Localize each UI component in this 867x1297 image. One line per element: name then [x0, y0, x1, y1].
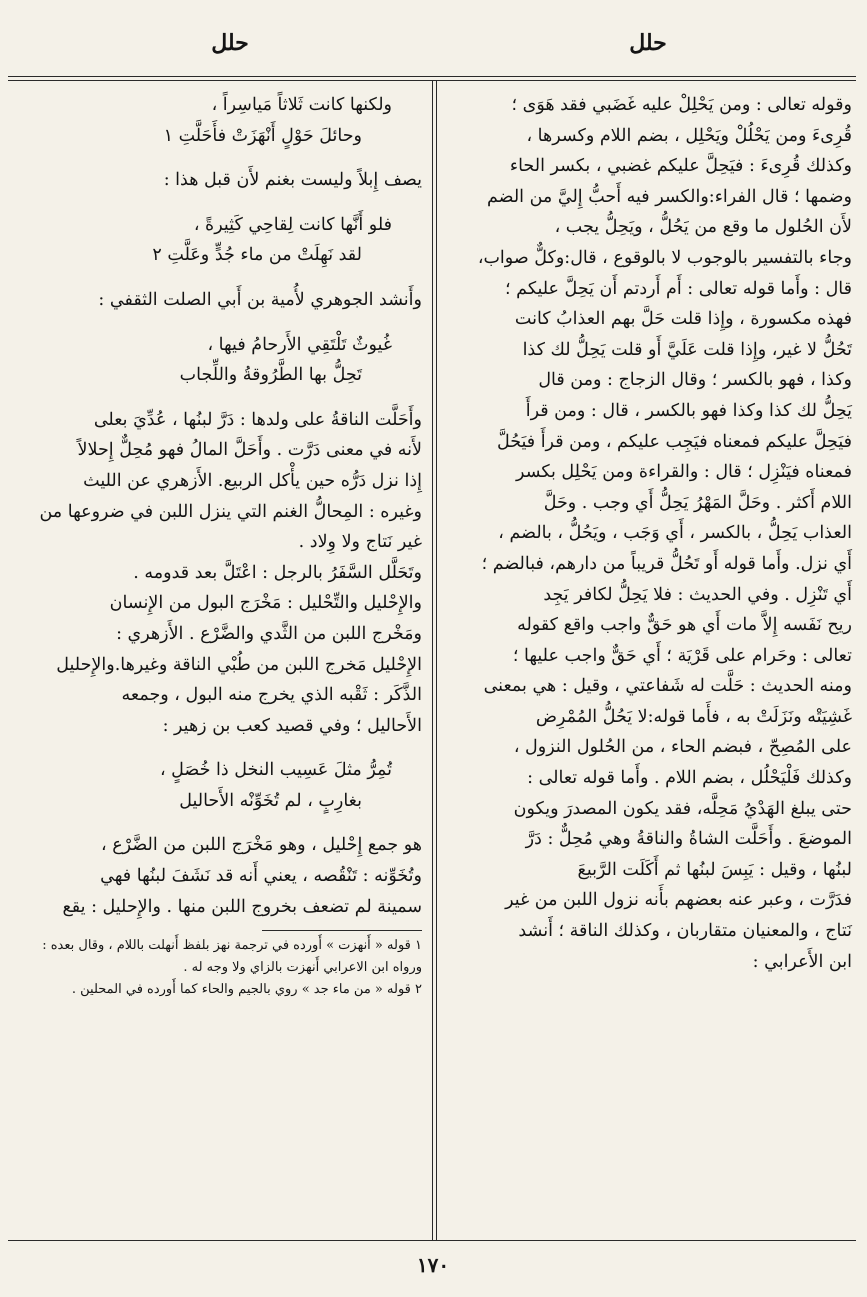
verse-line: بغارِبٍ ، لم تُخَوِّنْه الأَحاليل: [179, 790, 362, 811]
left-column: [24, 90, 422, 1001]
footer-rule: [8, 1240, 856, 1241]
text-line: إِذا نزل دَرُّه حين يأْكل الربيع. الأَزهري عن الليث: [83, 470, 422, 491]
text-line: سمينة لم تضعف بخروج اللبن منها . والإِحليل : يقع: [62, 896, 422, 917]
text-line: ومنه الحديث : حَلَّت له شَفاعتي ، وقيل : هي بمعنى: [483, 676, 852, 697]
text-line: على المُصِحّ ، فبضم الحاء ، من الحُلول النزول ،: [513, 737, 852, 758]
footnote-2: ٢ قوله « من ماء جد » روي بالجيم والحاء كما أَورده في المحلين .: [71, 982, 422, 998]
text-line: وغيره : المِحالُّ الغنم التي ينزل اللبن في ضروعها من: [39, 501, 422, 522]
text-line: وكذلك فَلْيَحْلُل ، بضم اللام . وأَما قوله تعالى :: [527, 768, 852, 789]
text-line: وكذا ، فهو بالكسر ؛ وقال الزجاج : ومن قال: [538, 370, 852, 391]
header-rule: [8, 76, 856, 77]
text-line: الموضعَ . وأَحَلَّت الشاةُ والناقةُ وهي مُحِلٌّ : دَرَّ: [525, 829, 852, 850]
text-line: الإِحْليل مَخرج اللبن من طُبْي الناقة وغيرها.والإِحليل: [56, 654, 422, 675]
text-line: ومَخْرج اللبن من الثَّدي والضَّرْع . الأَزهري :: [116, 623, 422, 644]
text-line: حتى يبلغ الهَدْيُ مَحِلَّه، فقد يكون المصدرَ ويكون: [513, 798, 852, 819]
text-line: لأَنه في معنى دَرَّت . وأَحَلَّ المالُ فهو مُحِلٌّ إِحلالاً: [77, 440, 422, 461]
text-line: فهذه مكسورة ، وإِذا قلت حَلَّ بهم العذابُ كانت: [514, 309, 852, 330]
verse-line: لقد نَهِلَتْ من ماء جُدٍّ وعَلَّتِ ٢: [152, 245, 362, 266]
text-line: فمعناه فيَنْزِل ؛ قال : والقراءة ومن يَحْلِل بكسر: [516, 462, 852, 483]
text-line: والإِحْليل والتِّحْليل : مَخْرَج البول من الإِنسان: [109, 593, 422, 614]
text-line: نَتاج ، والمعنيان متقاربان ، وكذلك الناقة ؛ أَنشد: [518, 921, 852, 942]
text-line: يصف إِبلاً وليست بغنم لأَن قبل هذا :: [163, 170, 422, 191]
text-line: لأَن الحُلول ما وقع من يَحُلُّ ، ويَحِلُّ يجب ،: [554, 217, 852, 238]
footnote-rule: [262, 930, 422, 931]
text-line: فيَحِلَّ عليكم فمعناه فيَجِب عليكم ، ومن قرأَ فيَحُلَّ: [496, 431, 852, 452]
text-line: العذاب يَحِلُّ ، بالكسر ، أَي وَجَب ، ويَحُلُّ ، بالضم ،: [498, 523, 852, 544]
text-line: وجاء بالتفسير بالوجوب لا بالوقوع ، قال:وكلٌّ صواب،: [477, 247, 852, 268]
text-line: وتُخَوِّنه : تَنْقُصه ، يعني أَنه قد نَشَفَ لبنُها فهي: [100, 866, 422, 887]
text-line: الذَّكَر : ثَقْبه الذي يخرج منه البول ، وجمعه: [121, 685, 422, 706]
text-line: وأَحَلَّت الناقةُ على ولدها : دَرَّ لبنُها ، عُدِّيَ بعلى: [93, 409, 422, 430]
text-line: أَي نزل. وأَما قوله أَو تَحُلُّ قريباً من دارهم، فبالضم ؛: [481, 553, 852, 574]
text-line: قال : وأَما قوله تعالى : أَم أَردتم أَن يَحِلَّ عليكم ؛: [505, 278, 852, 299]
text-line: فدَرَّت ، وعبر عنه بعضهم بأَنه نزول اللبن من غير: [505, 890, 852, 911]
running-header-left: حلل: [211, 30, 249, 56]
page-number: ١٧٠: [416, 1253, 450, 1277]
verse-line: وحائلَ حَوْلٍ أَنْهَزَتْ فأَحَلَّتِ ١: [163, 125, 362, 146]
text-line: لبنُها ، وقيل : يَبِسَ لبنُها ثم أَكَلَت الرَّبيعَ: [577, 859, 852, 880]
text-line: اللام أَكثر . وحَلَّ المَهْرُ يَحِلُّ أَي وجب . وحَلَّ: [543, 492, 852, 513]
text-line: ابن الأَعرابي :: [752, 951, 852, 972]
text-line: الأَحاليل ؛ وفي قصيد كعب بن زهير :: [162, 715, 422, 736]
verse-line: فلو أَنَّها كانت لِقاحِي كَثِيرةً ،: [193, 214, 392, 235]
text-line: غَشِيَتْه ونَزَلَتْ به ، فأَما قوله:لا يَحُلُّ المُمْرِض: [535, 706, 852, 727]
text-line: وأَنشد الجوهري لأُمية بن أَبي الصلت الثقفي :: [98, 289, 422, 310]
column-divider: [432, 80, 433, 1240]
text-line: تعالى : وحَرام على قَرْيَة ؛ أَي حَقٌّ واجب عليها ؛: [512, 645, 852, 666]
footnote-1: ١ قوله « أَنهزت » أَورده في ترجمة نهز بلفظ أَنهلت باللام ، وقال بعده : ورواه ابن الاعرابي أَنهزت بالزاي ولا وجه له .: [42, 938, 422, 976]
right-column: [444, 90, 852, 977]
text-line: تَحُلُّ لا غير، وإِذا قلت عَلَيَّ أَو قلت يَحِلُّ لك كذا: [522, 339, 852, 360]
text-line: وقوله تعالى : ومن يَحْلِلْ عليه غَضَبي فقد هَوَى ؛: [511, 95, 852, 115]
text-line: يَحِلُّ لك كذا وكذا فهو بالكسر ، قال : ومن قرأَ: [525, 400, 852, 421]
text-line: أَي تَنْزِل . وفي الحديث : فلا يَحِلُّ لكافر يَجِد: [543, 584, 852, 605]
text-line: وضمها ؛ قال الفراء:والكسر فيه أَحبُّ إِليَّ من الضم: [487, 186, 852, 207]
text-line: قُرِىءَ ومن يَحْلُلْ ويَحْلِل ، بضم اللام وكسرها ،: [526, 125, 852, 146]
text-line: غير نَتاج ولا وِلاد .: [298, 532, 422, 553]
verse-line: غُيوثٌ تَلْتَقِي الأَرحامُ فيها ،: [207, 334, 392, 355]
text-line: هو جمع إِحْليل ، وهو مَخْرَج اللبن من الضَّرْع ،: [101, 835, 422, 856]
verse-line: ولكنها كانت ثَلاثاً مَياسِراً ،: [211, 95, 392, 115]
text-line: وكذلك قُرِىءَ : فيَحِلَّ عليكم غضبي ، بكسر الحاء: [509, 156, 852, 177]
text-line: ريح نَفَسه إِلاَّ مات أَي هو حَقٌّ واجب واقع كقوله: [517, 615, 852, 636]
text-line: وتَحَلَّل السَّفَرُ بالرجل : اعْتَلَّ بعد قدومه .: [133, 562, 422, 583]
verse-line: تَحِلُّ بها الطَّرُوقةُ واللِّجاب: [179, 365, 362, 386]
running-header-right: حلل: [629, 30, 667, 56]
verse-line: تُمِرُّ مثلَ عَسِيب النخل ذا خُصَلٍ ،: [159, 760, 392, 781]
column-divider-double: [436, 80, 437, 1240]
